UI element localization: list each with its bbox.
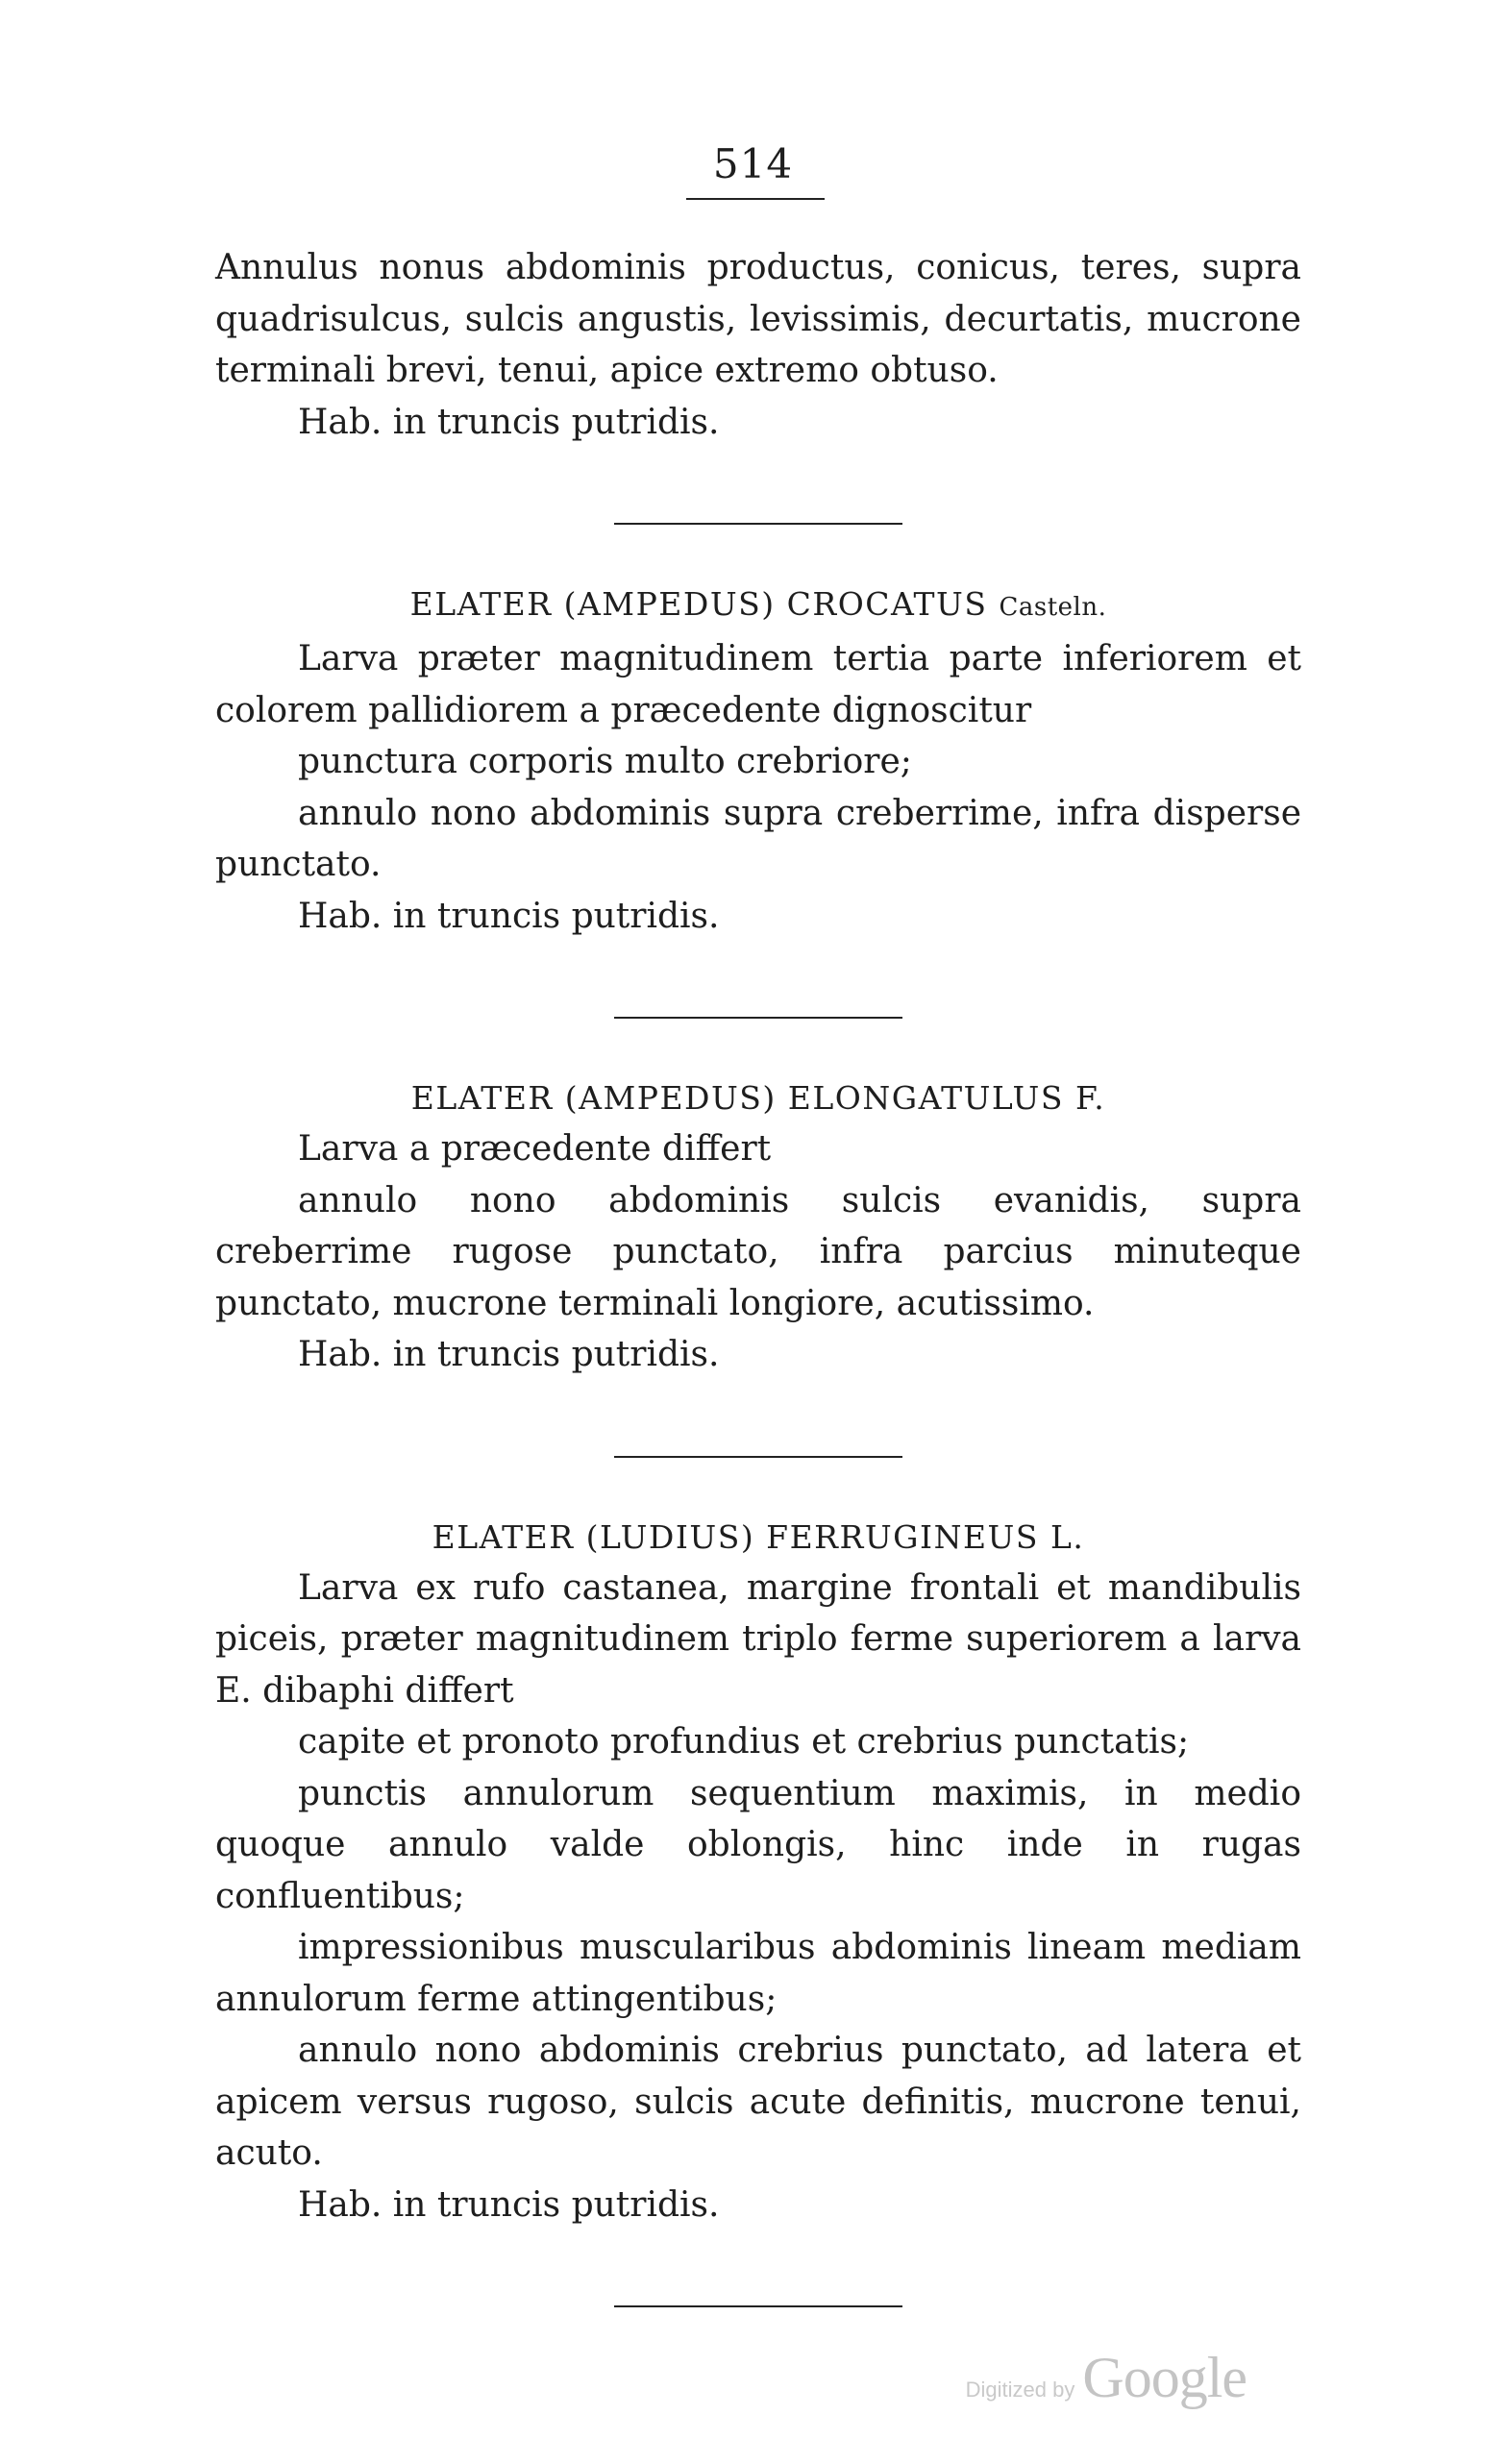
species-name: ELATER (AMPEDUS) CROCATUS bbox=[409, 585, 988, 623]
species-name: ELATER (LUDIUS) FERRUGINEUS bbox=[432, 1517, 1039, 1556]
watermark-prefix: Digitized by bbox=[965, 2378, 1075, 2402]
page-content bbox=[215, 242, 1301, 2307]
section-paragraph: punctis annulorum sequentium maximis, in medio quoque annulo valde oblongis, hinc inde in rugas confluentibus; bbox=[215, 1773, 1301, 1916]
section-paragraph: punctura corporis multo crebriore; bbox=[298, 742, 912, 781]
digitized-watermark bbox=[966, 2345, 1247, 2411]
section-paragraph: Larva a præcedente differt bbox=[298, 1129, 772, 1169]
intro-text: Annulus nonus abdominis productus, conicus, teres, supra quadrisulcus, sulcis angustis, levissimis, decurtatis, mucrone terminali brevi, tenui, apice extremo obtuso. bbox=[215, 248, 1301, 390]
section-paragraph: Larva ex rufo castanea, margine frontali et mandibulis piceis, præter magnitudinem triplo ferme superiorem a larva E. dibaphi differt bbox=[215, 1567, 1301, 1711]
google-logo: Google bbox=[1082, 2346, 1247, 2409]
section-paragraph: Larva præter magnitudinem tertia parte inferiorem et colorem pallidiorem a præcedente dignoscitur bbox=[215, 639, 1301, 730]
section-habitat: Hab. in truncis putridis. bbox=[298, 1335, 720, 1374]
section-habitat: Hab. in truncis putridis. bbox=[298, 2184, 720, 2225]
section-paragraph: annulo nono abdominis sulcis evanidis, supra creberrime rugose punctato, infra parcius minuteque punctato, mucrone terminali longiore, acutissimo. bbox=[215, 1180, 1301, 1323]
section-heading bbox=[215, 1512, 1301, 1563]
page-number-rule bbox=[686, 198, 825, 200]
section-paragraph: impressionibus muscularibus abdominis lineam mediam annulorum ferme attingentibus; bbox=[215, 1928, 1301, 2019]
section-habitat: Hab. in truncis putridis. bbox=[298, 896, 720, 936]
species-author: L. bbox=[1049, 1517, 1085, 1556]
page-number: 514 bbox=[712, 140, 794, 187]
species-name: ELATER (AMPEDUS) ELONGATULUS bbox=[410, 1079, 1064, 1117]
intro-habitat: Hab. in truncis putridis. bbox=[298, 402, 720, 442]
section-paragraph: annulo nono abdominis crebrius punctato, ad latera et apicem versus rugoso, sulcis acute definitis, mucrone tenui, acuto. bbox=[215, 2031, 1301, 2173]
section-heading bbox=[215, 579, 1301, 633]
species-author: Casteln. bbox=[999, 593, 1107, 622]
section-paragraph: capite et pronoto profundius et crebrius punctatis; bbox=[298, 1722, 1190, 1762]
section-heading bbox=[215, 1072, 1301, 1123]
section-paragraph: annulo nono abdominis supra creberrime, infra disperse punctato. bbox=[215, 793, 1301, 884]
section-divider bbox=[614, 2305, 902, 2307]
species-author: F. bbox=[1074, 1079, 1106, 1117]
